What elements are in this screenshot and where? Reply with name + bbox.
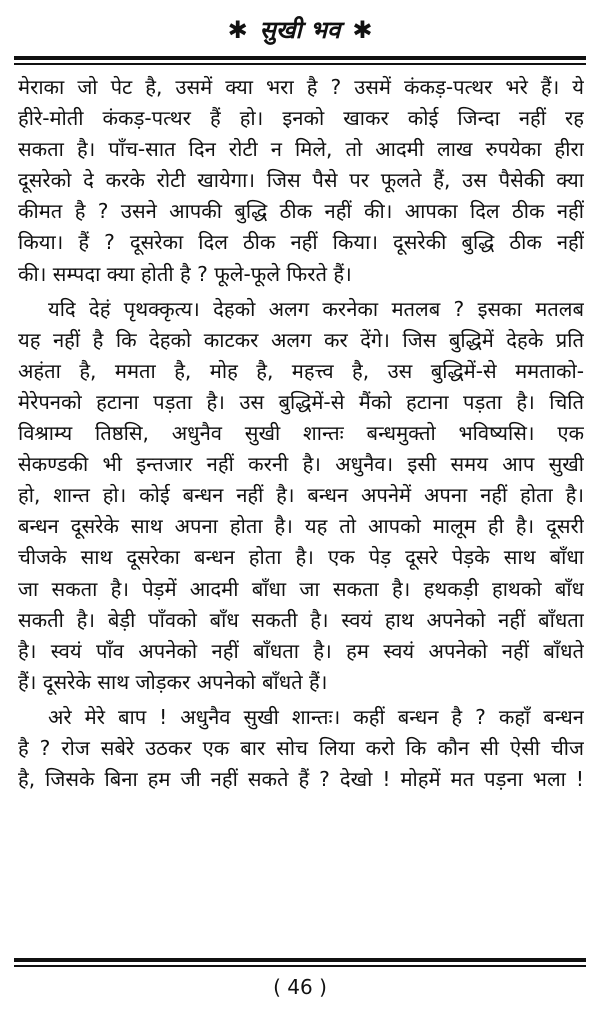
text-line: यदि देहं पृथक्कृत्य। देहको अलग करनेका मतलब ? इसका मतलब [48,296,584,321]
footer-double-rule [14,958,586,967]
header-double-rule [14,56,586,65]
text-line: दूसरेको दे करके रोटी खायेगा। जिस पैसे पर फूलते हैं, उस पैसेकी क्या [18,168,584,193]
text-line: जा सकता है। पेड़में आदमी बाँधा जा सकता है। हथकड़ी हाथको बाँध [18,576,584,601]
text-line: मेरेपनको हटाना पड़ता है। उस बुद्धिमें-से मैंको हटाना पड़ता है। चिति [18,389,584,414]
text-line: कीमत है ? उसने आपकी बुद्धि ठीक नहीं की। आपका दिल ठीक नहीं [18,199,584,224]
text-line: बन्धन दूसरेके साथ अपना होता है। यह तो आपको मालूम ही है। दूसरी [18,514,584,539]
body-text [18,72,584,795]
text-line: की। सम्पदा क्या होती है ? फूले-फूले फिरते हैं। [18,261,352,286]
text-line: किया। हैं ? दूसरेका दिल ठीक नहीं किया। दूसरेकी बुद्धि ठीक नहीं [18,230,584,255]
footer-rule-thick [14,958,586,962]
page-number: ( 46 ) [273,975,327,999]
text-line: हो, शान्त हो। कोई बन्धन नहीं है। बन्धन अपनेमें अपना नहीं होता है। [18,483,584,508]
text-line: सेकण्डकी भी इन्तजार नहीं करनी है। अधुनैव। इसी समय आप सुखी [18,452,584,477]
header-rule-thick [14,56,586,60]
text-line: अहंता है, ममता है, मोह है, महत्त्व है, उस बुद्धिमें-से ममताको- [18,358,584,383]
text-line: सकती है। बेड़ी पाँवको बाँध सकती है। स्वयं हाथ अपनेको नहीं बाँधता [18,607,584,632]
header-title: सुखी भव [259,16,341,44]
text-line: हीरे-मोती कंकड़-पत्थर हैं हो। इनको खाकर कोई जिन्दा नहीं रह [18,106,584,131]
footer-rule-thin [14,965,586,967]
star-ornament-left-icon: ✱ [227,16,248,44]
text-line: हैं। दूसरेके साथ जोड़कर अपनेको बाँधते हैं। [18,669,328,694]
text-line: विश्राम्य तिष्ठसि, अधुनैव सुखी शान्तः बन्धमुक्तो भविष्यसि। एक [18,421,584,446]
running-header [0,10,600,50]
paragraph-3 [18,702,584,795]
text-line: है ? रोज सबेरे उठकर एक बार सोच लिया करो कि कौन सी ऐसी चीज [18,735,584,760]
text-line: सकता है। पाँच-सात दिन रोटी न मिले, तो आदमी लाख रुपयेका हीरा [18,137,584,162]
text-line: है, जिसके बिना हम जी नहीं सकते हैं ? देखो ! मोहमें मत पड़ना भला ! [18,767,584,792]
text-line: अरे मेरे बाप ! अधुनैव सुखी शान्तः। कहीं बन्धन है ? कहाँ बन्धन [48,704,584,729]
paragraph-1 [18,72,584,290]
star-ornament-right-icon: ✱ [352,16,373,44]
header-rule-thin [14,63,586,65]
text-line: यह नहीं है कि देहको काटकर अलग कर देंगे। जिस बुद्धिमें देहके प्रति [18,327,584,352]
paragraph-2 [18,294,584,698]
text-line: मेराका जो पेट है, उसमें क्या भरा है ? उसमें कंकड़-पत्थर भरे हैं। ये [18,75,584,99]
text-line: चीजके साथ दूसरेका बन्धन होता है। एक पेड़ दूसरे पेड़के साथ बाँधा [18,545,584,570]
text-line: है। स्वयं पाँव अपनेको नहीं बाँधता है। हम स्वयं अपनेको नहीं बाँधते [18,638,584,663]
